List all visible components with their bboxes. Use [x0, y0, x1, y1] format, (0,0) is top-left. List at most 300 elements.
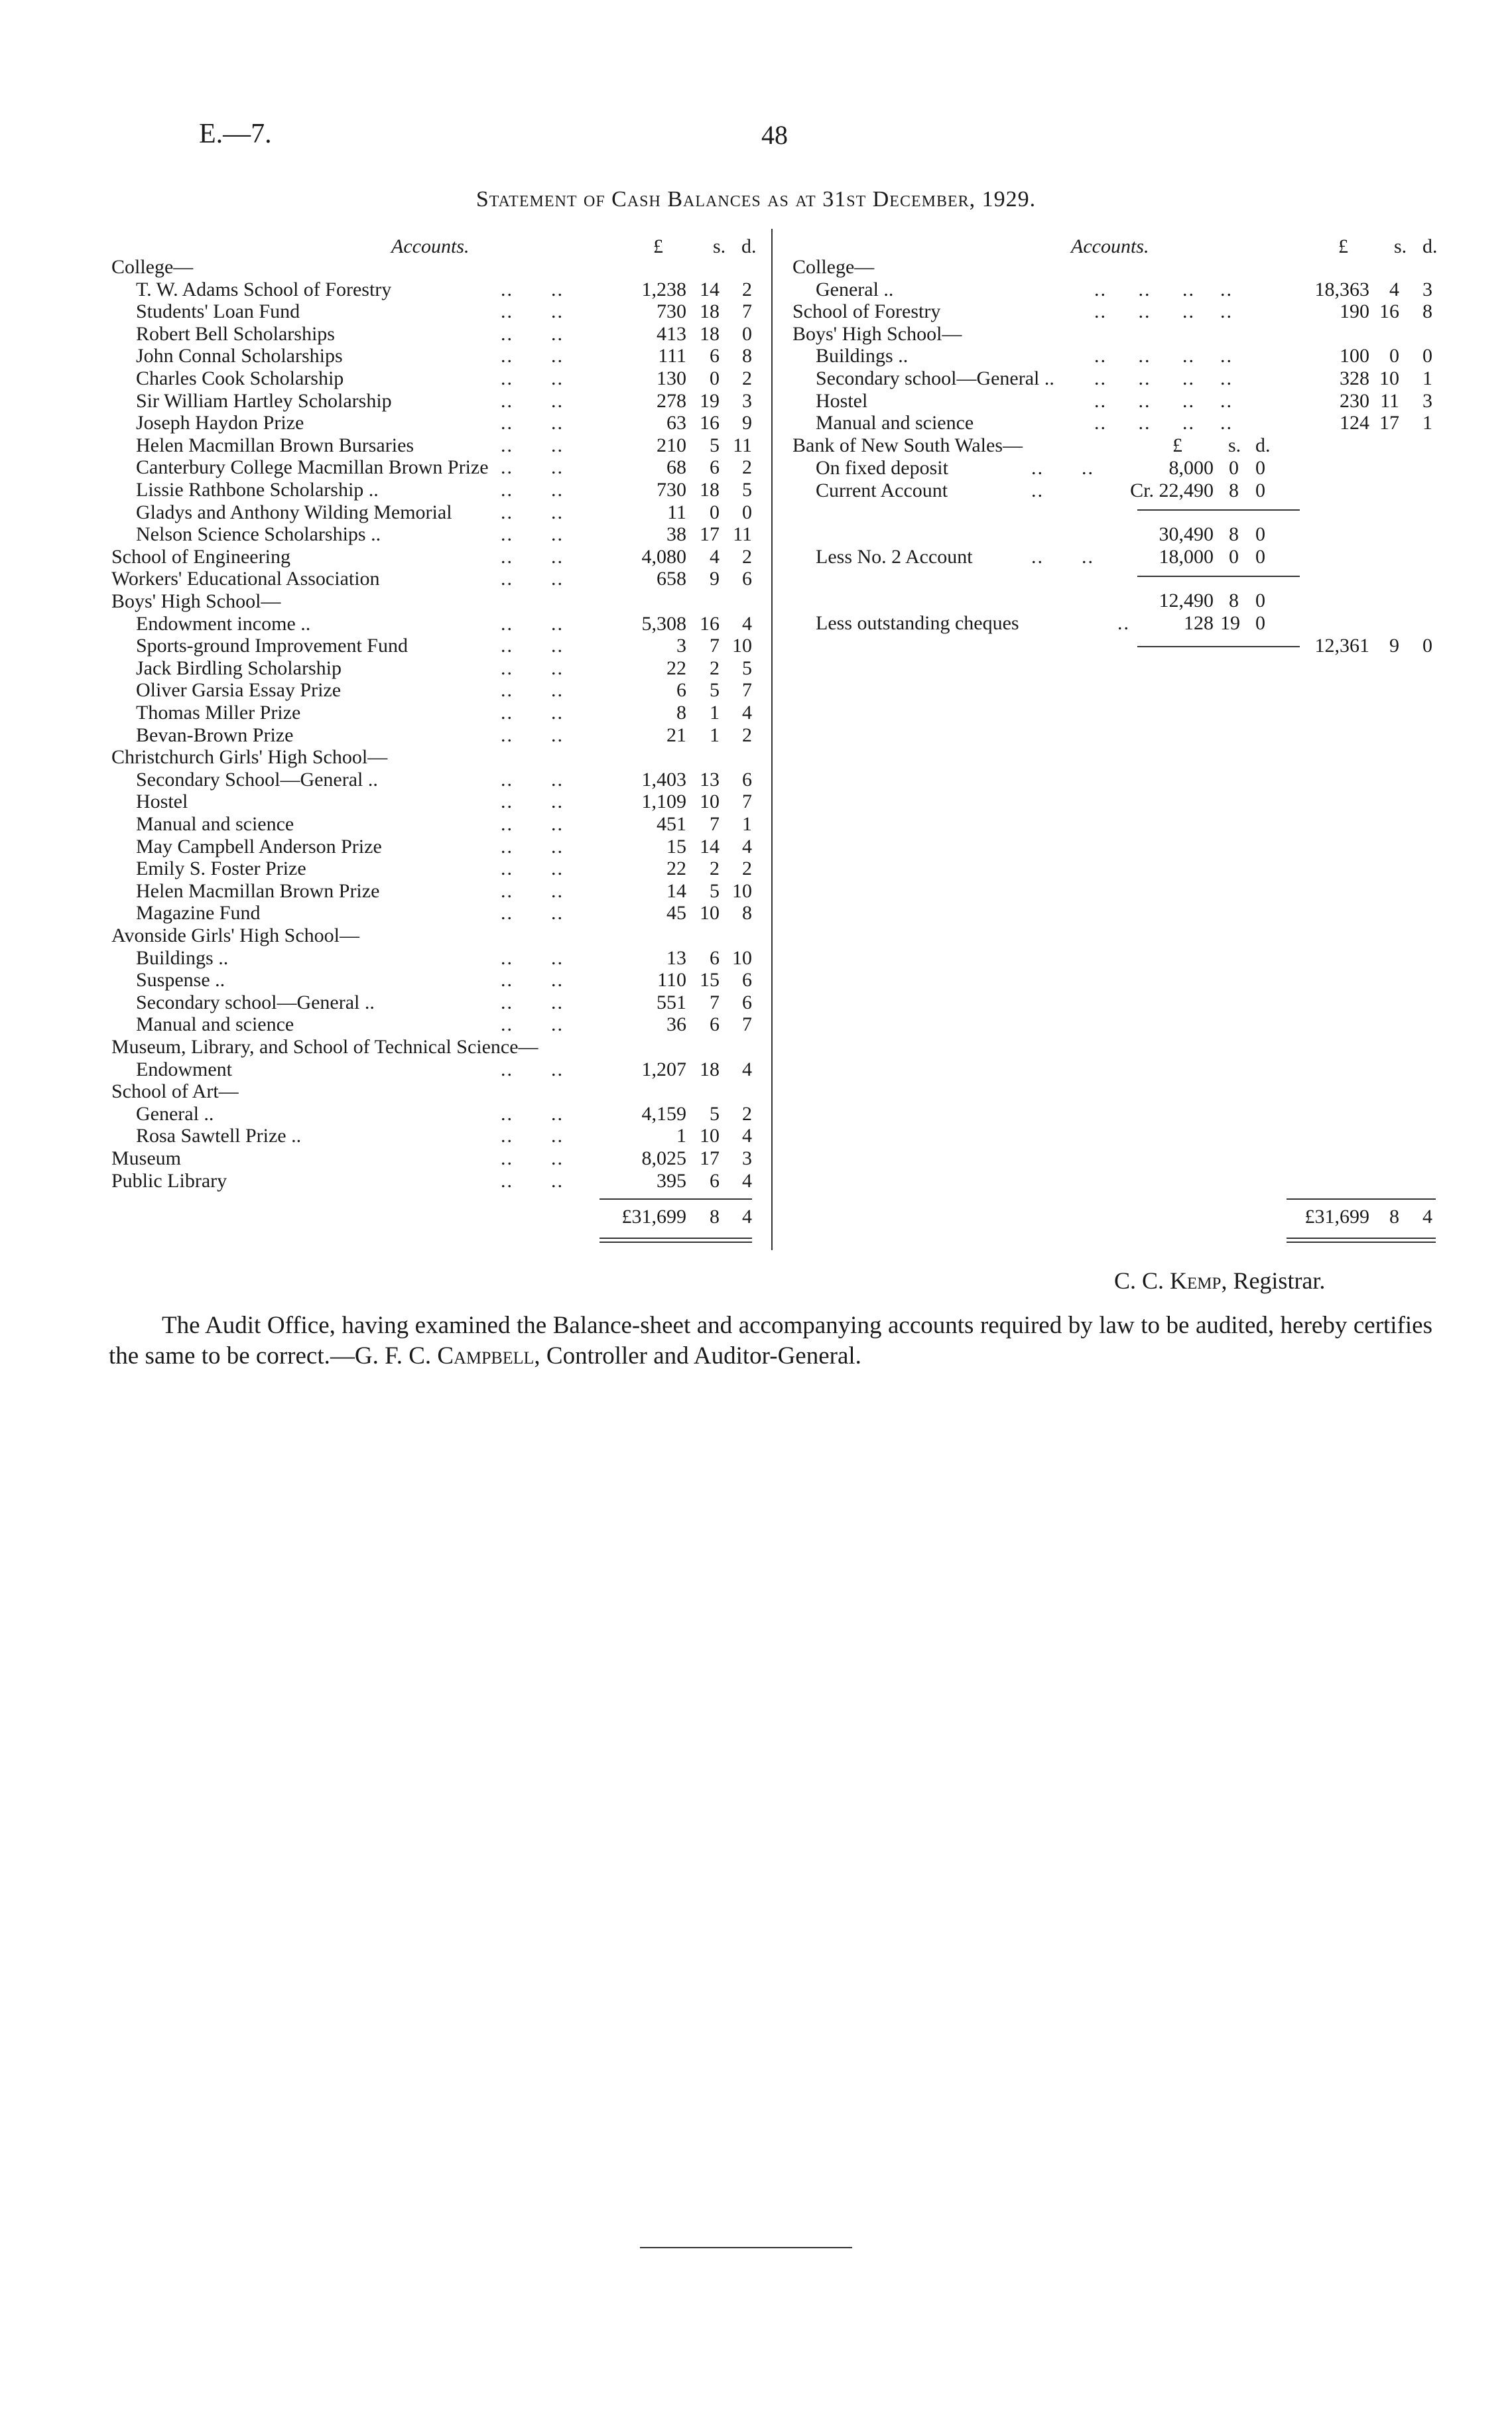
amount-pounds: 278 [657, 389, 686, 412]
leader-dots: .. .. [501, 969, 564, 991]
bank-cheques-label: Less outstanding cheques [816, 612, 1019, 634]
leader-dots: .. .. [501, 479, 564, 501]
bank-net-shillings: 9 [1389, 635, 1399, 657]
amount-shillings: 0 [1389, 345, 1399, 367]
table-row [0, 412, 1512, 434]
table-row [0, 1125, 1512, 1147]
leader-dots: .. .. [501, 612, 564, 635]
amount-shillings: 14 [700, 278, 720, 300]
amount-shillings: 2 [710, 858, 720, 880]
amount-pounds: 451 [657, 813, 686, 835]
amount-pounds: 730 [657, 479, 686, 501]
amount-pounds: 658 [657, 568, 686, 590]
leader-dots: .. .. [501, 300, 564, 323]
amount-shillings: 18 [700, 1058, 720, 1080]
registrar-signature [1114, 1267, 1325, 1295]
amount-shillings: 19 [700, 389, 720, 412]
leader-dots: .. .. [501, 278, 564, 300]
amount-pence: 6 [742, 991, 752, 1013]
amount-shillings: 1 [710, 702, 720, 724]
account-label: Manual and science [136, 1013, 294, 1036]
table-row [0, 702, 1512, 724]
amount-pence: 7 [742, 1013, 752, 1036]
amount-pence: 1 [1422, 367, 1432, 389]
amount-shillings: 16 [700, 612, 720, 635]
amount-pounds: 111 [658, 345, 686, 367]
amount-pounds: 21 [666, 724, 686, 746]
account-label: Lissie Rathbone Scholarship .. [136, 479, 379, 501]
bank-rule-2 [1137, 576, 1300, 577]
account-label: General .. [136, 1102, 214, 1125]
table-row [0, 256, 1512, 279]
amount-pounds: 22 [666, 657, 686, 679]
bank-current-shillings: 8 [1229, 479, 1239, 501]
amount-pounds: 190 [1340, 300, 1369, 323]
amount-pounds: 8,025 [641, 1147, 686, 1169]
right-total-row [0, 1206, 1512, 1228]
amount-pence: 2 [742, 278, 752, 300]
amount-pence: 2 [742, 724, 752, 746]
amount-pence: 8 [742, 345, 752, 367]
amount-pounds: 38 [666, 523, 686, 546]
leader-dots: .. .. [501, 1013, 564, 1036]
amount-pence: 2 [742, 858, 752, 880]
leader-dots: .. .. [501, 1102, 564, 1125]
amount-shillings: 16 [1379, 300, 1399, 323]
amount-shillings: 0 [710, 367, 720, 389]
amount-pounds: 4,080 [641, 545, 686, 568]
account-label: Sports-ground Improvement Fund [136, 635, 408, 657]
account-label: Joseph Haydon Prize [136, 412, 304, 434]
amount-shillings: 17 [700, 523, 720, 546]
registrar-title: , Registrar. [1221, 1267, 1326, 1294]
table-row [0, 880, 1512, 903]
table-row [0, 1013, 1512, 1036]
bank-less2-pounds: 18,000 [1159, 546, 1214, 568]
amount-shillings: 10 [700, 902, 720, 925]
amount-pence: 6 [742, 568, 752, 590]
account-label: Endowment income .. [136, 612, 311, 635]
table-row [0, 947, 1512, 970]
amount-pence: 7 [742, 679, 752, 702]
auditor-title: , Controller and Auditor-General. [534, 1342, 861, 1370]
leader-dots: .. .. [501, 791, 564, 813]
amount-shillings: 0 [710, 501, 720, 523]
account-label: Manual and science [136, 813, 294, 835]
table-row [0, 724, 1512, 747]
left-pound-heading: £ [653, 235, 663, 257]
account-label: Canterbury College Macmillan Brown Prize [136, 456, 489, 479]
amount-pounds: 124 [1340, 412, 1369, 434]
amount-pence: 9 [742, 412, 752, 434]
account-label: Students' Loan Fund [136, 300, 300, 323]
leader-dots: .. .. [501, 389, 564, 412]
leader-dots: .. .. [501, 1125, 564, 1147]
statement-title: Statement of Cash Balances as at 31st December, 1929. [475, 187, 1037, 212]
amount-pence: 4 [742, 702, 752, 724]
account-label: Secondary school—General .. [816, 367, 1054, 389]
amount-pounds: 8 [676, 702, 686, 724]
bank-shilling-heading: s. [1228, 434, 1241, 456]
table-row [0, 858, 1512, 880]
bank-sum2-shillings: 8 [1229, 590, 1239, 611]
leader-dots: .. .. [501, 1058, 564, 1080]
account-label: Manual and science [816, 412, 974, 434]
amount-shillings: 17 [700, 1147, 720, 1169]
amount-pounds: 3 [676, 635, 686, 657]
bank-cheques-pounds: 128 [1184, 612, 1214, 634]
amount-pence: 3 [742, 1147, 752, 1169]
account-label: Sir William Hartley Scholarship [136, 389, 392, 412]
bank-current-row [0, 479, 1512, 502]
bank-pound-heading: £ [1172, 434, 1182, 456]
bank-net-pounds: 12,361 [1314, 635, 1369, 657]
amount-pence: 8 [1422, 300, 1432, 323]
document-reference: E.—7. [199, 119, 272, 149]
amount-pounds: 551 [657, 991, 686, 1013]
leader-dots: .. .. [501, 568, 564, 590]
amount-pounds: 18,363 [1314, 278, 1369, 300]
bank-cheques-row [0, 612, 1512, 635]
leader-dots: .. .. [501, 858, 564, 880]
amount-shillings: 5 [710, 434, 720, 456]
amount-pence: 2 [742, 545, 752, 568]
leader-dots: .. .. [1031, 546, 1094, 568]
bank-sum1-pence: 0 [1255, 523, 1265, 545]
leader-dots: .. .. [501, 946, 564, 969]
table-row [0, 791, 1512, 813]
amount-pence: 7 [742, 791, 752, 813]
amount-shillings: 7 [710, 813, 720, 835]
amount-shillings: 7 [710, 991, 720, 1013]
amount-pounds: 100 [1340, 345, 1369, 367]
table-row [0, 300, 1512, 323]
amount-shillings: 17 [1379, 412, 1399, 434]
leader-dots: .. .. [501, 635, 564, 657]
amount-pounds: 14 [666, 879, 686, 902]
amount-pence: 2 [742, 1102, 752, 1125]
leader-dots: .. .. [501, 1169, 564, 1192]
table-row [0, 679, 1512, 702]
amount-pence: 0 [742, 322, 752, 345]
account-label: Charles Cook Scholarship [136, 367, 344, 389]
bank-fixed-row [0, 457, 1512, 479]
account-label: Endowment [136, 1058, 232, 1080]
bank-less2-pence: 0 [1255, 546, 1265, 568]
amount-shillings: 5 [710, 879, 720, 902]
account-label: Museum [111, 1147, 181, 1169]
audit-certificate [109, 1310, 1432, 1372]
right-total-rule [1287, 1198, 1436, 1200]
amount-pence: 6 [742, 768, 752, 791]
amount-pence: 4 [742, 1169, 752, 1192]
amount-pence: 3 [742, 389, 752, 412]
right-total-pence: 4 [1422, 1206, 1432, 1228]
right-total-pounds: £31,699 [1304, 1206, 1369, 1228]
account-label: Rosa Sawtell Prize .. [136, 1125, 302, 1147]
leader-dots: .. .. [501, 724, 564, 746]
amount-pence: 4 [742, 1058, 752, 1080]
amount-shillings: 6 [710, 1169, 720, 1192]
account-label: Public Library [111, 1169, 227, 1192]
amount-shillings: 10 [700, 1125, 720, 1147]
amount-pence: 0 [1422, 345, 1432, 367]
amount-pence: 5 [742, 657, 752, 679]
table-row [0, 836, 1512, 858]
left-total-double-rule [599, 1238, 752, 1243]
amount-pence: 8 [742, 902, 752, 925]
amount-shillings: 4 [1389, 278, 1399, 300]
amount-shillings: 7 [710, 635, 720, 657]
leader-dots: .. .. [501, 679, 564, 702]
bank-pence-heading: d. [1255, 434, 1271, 456]
amount-shillings: 18 [700, 300, 720, 323]
left-total-pence: 4 [742, 1206, 752, 1228]
leader-dots: .. .. [501, 768, 564, 791]
account-label: School of Engineering [111, 545, 290, 568]
bank-sum1-row [0, 523, 1512, 546]
right-shilling-heading: s. [1394, 235, 1407, 257]
right-pound-heading: £ [1338, 235, 1348, 257]
leader-dots: .. .. [501, 835, 564, 858]
account-label: Thomas Miller Prize [136, 702, 301, 724]
table-row [0, 1058, 1512, 1081]
account-label: Buildings .. [136, 946, 229, 969]
leader-dots: .. .. [501, 813, 564, 835]
account-label: Secondary School—General .. [136, 768, 378, 791]
right-total-shillings: 8 [1389, 1206, 1399, 1228]
amount-pounds: 11 [667, 501, 686, 523]
leader-dots: .. [1031, 479, 1044, 501]
account-label: Helen Macmillan Brown Bursaries [136, 434, 414, 456]
bank-cheques-shillings: 19 [1220, 612, 1240, 634]
amount-pence: 10 [732, 946, 752, 969]
table-row [0, 657, 1512, 680]
bank-less2-row [0, 546, 1512, 568]
amount-pounds: 1,403 [641, 768, 686, 791]
account-label: Christchurch Girls' High School— [111, 746, 388, 769]
amount-pounds: 5,308 [641, 612, 686, 635]
registrar-name: C. C. Kemp [1114, 1267, 1222, 1294]
account-label: May Campbell Anderson Prize [136, 835, 382, 858]
table-row [0, 1147, 1512, 1170]
bank-fixed-shillings: 0 [1229, 457, 1239, 479]
table-row [0, 279, 1512, 301]
amount-pence: 10 [732, 879, 752, 902]
account-label: Jack Birdling Scholarship [136, 657, 342, 679]
account-label: General .. [816, 278, 894, 300]
leader-dots: .. [1117, 612, 1130, 634]
amount-pence: 1 [1422, 412, 1432, 434]
amount-shillings: 1 [710, 724, 720, 746]
amount-pence: 1 [742, 813, 752, 835]
leader-dots: .. .. .. .. [1094, 367, 1233, 389]
account-label: Hostel [136, 791, 188, 813]
bank-sum1-shillings: 8 [1229, 523, 1239, 545]
amount-shillings: 5 [710, 679, 720, 702]
leader-dots: .. .. [501, 523, 564, 546]
leader-dots: .. .. [501, 434, 564, 456]
table-row [0, 367, 1512, 390]
amount-shillings: 4 [710, 545, 720, 568]
left-pence-heading: d. [741, 235, 757, 257]
auditor-name: G. F. C. Campbell [354, 1342, 535, 1370]
amount-pounds: 13 [666, 946, 686, 969]
end-rule [640, 2247, 852, 2248]
account-label: Bevan-Brown Prize [136, 724, 294, 746]
table-row [0, 902, 1512, 925]
amount-shillings: 10 [1379, 367, 1399, 389]
amount-pounds: 68 [666, 456, 686, 479]
amount-pounds: 15 [666, 835, 686, 858]
page-number: 48 [761, 120, 788, 150]
amount-pounds: 45 [666, 902, 686, 925]
amount-pounds: 36 [666, 1013, 686, 1036]
leader-dots: .. .. [501, 879, 564, 902]
leader-dots: .. .. [501, 345, 564, 367]
certificate-text: The Audit Office, having examined the Balance-sheet and accompanying accounts required by law to be audited, hereby certifies the same to be correct.— [109, 1312, 1432, 1370]
account-label: Nelson Science Scholarships .. [136, 523, 381, 546]
amount-pounds: 63 [666, 412, 686, 434]
account-label: Boys' High School— [792, 322, 962, 345]
account-label: John Connal Scholarships [136, 345, 343, 367]
leader-dots: .. .. [1031, 457, 1094, 479]
table-row [0, 568, 1512, 590]
amount-pounds: 110 [657, 969, 686, 991]
account-label: Helen Macmillan Brown Prize [136, 879, 380, 902]
account-label: Emily S. Foster Prize [136, 858, 306, 880]
bank-sum2-row [0, 590, 1512, 612]
table-row [0, 1080, 1512, 1103]
account-label: Secondary school—General .. [136, 991, 375, 1013]
account-label: Hostel [816, 389, 868, 412]
amount-pence: 11 [733, 523, 752, 546]
amount-pounds: 210 [657, 434, 686, 456]
amount-pounds: 1 [676, 1125, 686, 1147]
amount-pounds: 6 [676, 679, 686, 702]
leader-dots: .. .. [501, 1147, 564, 1169]
table-row [0, 991, 1512, 1014]
amount-pence: 4 [742, 1125, 752, 1147]
leader-dots: .. .. [501, 412, 564, 434]
amount-pounds: 4,159 [641, 1102, 686, 1125]
amount-shillings: 9 [710, 568, 720, 590]
account-label: Robert Bell Scholarships [136, 322, 335, 345]
amount-pounds: 730 [657, 300, 686, 323]
leader-dots: .. .. [501, 657, 564, 679]
account-label: Museum, Library, and School of Technical Science— [111, 1036, 538, 1058]
amount-pence: 11 [733, 434, 752, 456]
account-label: Suspense .. [136, 969, 225, 991]
bank-less2-shillings: 0 [1229, 546, 1239, 568]
amount-pence: 6 [742, 969, 752, 991]
bank-heading-row [0, 434, 1512, 457]
table-row [0, 345, 1512, 367]
account-label: Avonside Girls' High School— [111, 925, 360, 946]
amount-shillings: 18 [700, 322, 720, 345]
table-row [0, 390, 1512, 413]
left-accounts-heading: Accounts. [391, 235, 470, 257]
amount-pence: 10 [732, 635, 752, 657]
table-row [0, 813, 1512, 836]
account-label: Oliver Garsia Essay Prize [136, 679, 342, 702]
account-label: Magazine Fund [136, 902, 261, 925]
table-row [0, 746, 1512, 769]
amount-pence: 2 [742, 367, 752, 389]
amount-pounds: 413 [657, 322, 686, 345]
left-shilling-heading: s. [713, 235, 726, 257]
table-row [0, 925, 1512, 947]
leader-dots: .. .. [501, 991, 564, 1013]
leader-dots: .. .. .. .. [1094, 278, 1233, 300]
bank-sum2-pounds: 12,490 [1159, 590, 1214, 611]
bank-fixed-pence: 0 [1255, 457, 1265, 479]
amount-shillings: 11 [1380, 389, 1399, 412]
amount-shillings: 6 [710, 1013, 720, 1036]
amount-pence: 4 [742, 835, 752, 858]
amount-pence: 4 [742, 612, 752, 635]
amount-pence: 3 [1422, 278, 1432, 300]
amount-shillings: 2 [710, 657, 720, 679]
bank-fixed-pounds: 8,000 [1168, 457, 1214, 479]
table-row [0, 323, 1512, 346]
bank-sum2-pence: 0 [1255, 590, 1265, 611]
bank-net-pence: 0 [1422, 635, 1432, 657]
amount-pounds: 1,238 [641, 278, 686, 300]
amount-shillings: 6 [710, 456, 720, 479]
bank-less2-label: Less No. 2 Account [816, 546, 973, 568]
bank-net-row [0, 635, 1512, 657]
leader-dots: .. .. [501, 322, 564, 345]
table-row [0, 1036, 1512, 1058]
left-total-rule [599, 1198, 752, 1200]
bank-cheques-pence: 0 [1255, 612, 1265, 634]
bank-title: Bank of New South Wales— [792, 434, 1023, 456]
table-row [0, 501, 1512, 524]
account-label: School of Art— [111, 1080, 239, 1103]
amount-pence: 7 [742, 300, 752, 323]
bank-rule-1 [1137, 509, 1300, 511]
right-pence-heading: d. [1422, 235, 1438, 257]
amount-pence: 5 [742, 479, 752, 501]
account-label: Workers' Educational Association [111, 568, 380, 590]
amount-pence: 0 [742, 501, 752, 523]
account-label: T. W. Adams School of Forestry [136, 278, 392, 300]
table-row [0, 1170, 1512, 1192]
bank-current-pence: 0 [1255, 479, 1265, 501]
table-row [0, 969, 1512, 991]
amount-shillings: 13 [700, 768, 720, 791]
amount-pounds: 130 [657, 367, 686, 389]
account-label: School of Forestry [792, 300, 941, 323]
amount-shillings: 6 [710, 345, 720, 367]
amount-shillings: 15 [700, 969, 720, 991]
account-label: Buildings .. [816, 345, 909, 367]
left-total-pounds: £31,699 [621, 1206, 686, 1228]
account-label: College— [792, 256, 875, 278]
account-label: College— [111, 256, 194, 278]
leader-dots: .. .. .. .. [1094, 389, 1233, 412]
amount-shillings: 18 [700, 479, 720, 501]
amount-shillings: 5 [710, 1102, 720, 1125]
amount-pounds: 230 [1340, 389, 1369, 412]
bank-current-pounds: Cr. 22,490 [1130, 479, 1214, 501]
bank-sum1-pounds: 30,490 [1159, 523, 1214, 545]
leader-dots: .. .. [501, 367, 564, 389]
amount-pounds: 1,207 [641, 1058, 686, 1080]
leader-dots: .. .. [501, 702, 564, 724]
amount-pounds: 328 [1340, 367, 1369, 389]
